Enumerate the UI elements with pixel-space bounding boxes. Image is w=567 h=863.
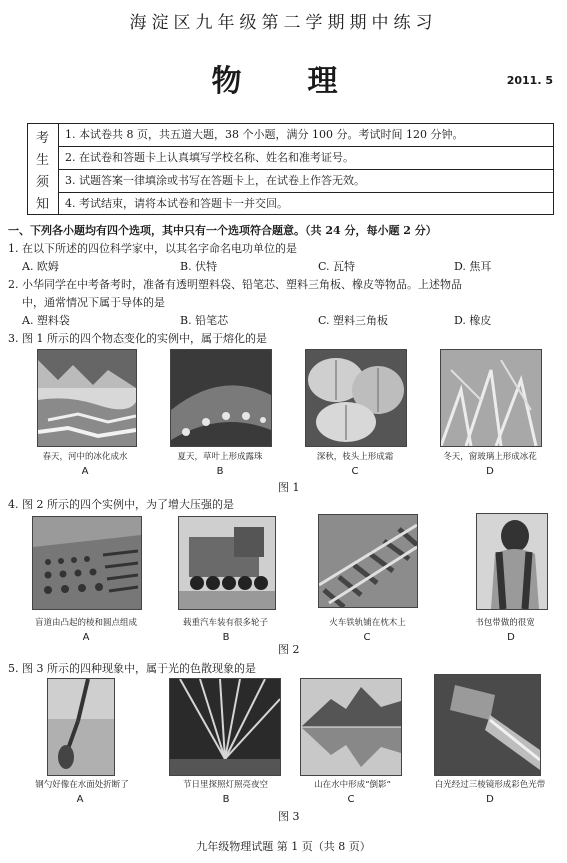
notice-side-label [28,124,59,214]
photo-dew-on-leaf [170,349,272,447]
photo-caption: 山在水中形成“倒影” [314,780,391,790]
question-1-stem: 1. 在以下所述的四位科学家中，以其名字命名电功单位的是 [8,242,297,255]
notice-item: 2. 在试卷和答题卡上认真填写学校名称、姓名和准考证号。 [59,147,553,170]
photo-mountain-reflection [300,678,402,776]
candidate-notice-box [27,123,554,215]
figure-label: 图 3 [278,810,300,823]
exam-date: 2011. 5 [506,74,553,87]
photo-caption: 白光经过三棱镜形成彩色光带 [434,780,546,790]
question-2-option-c: C. 塑料三角板 [318,314,389,327]
notice-side-char: 知 [36,197,50,212]
notice-side-char: 须 [36,175,50,190]
photo-caption: 春天，河中的冰化成水 [42,452,128,462]
notice-item: 4. 考试结束，请将本试卷和答题卡一并交回。 [65,197,288,210]
question-2-stem-cont: 中，通常情况下属于导体的是 [22,296,165,309]
option-letter: A [81,466,89,477]
notice-side-char: 考 [36,131,50,146]
photo-window-ice-flowers [440,349,542,447]
question-1-option-d: D. 焦耳 [454,260,492,273]
photo-spoon-in-water [47,678,115,776]
photo-prism-dispersion [434,674,541,776]
photo-river-ice-melting [37,349,137,447]
photo-caption: 夏天，草叶上形成露珠 [177,452,263,462]
photo-heavy-truck [178,516,276,610]
photo-tactile-paving [32,516,142,610]
section-1-title: 一、下列各小题均有四个选项，其中只有一个选项符合题意。（共 24 分，每小题 2 分） [8,224,437,237]
question-1-option-c: C. 瓦特 [318,260,356,273]
photo-caption: 冬天，窗玻璃上形成冰花 [443,452,537,462]
option-letter: B [216,466,224,477]
photo-railway-sleepers [318,514,418,608]
page-footer: 九年级物理试题 第 1 页（共 8 页） [196,840,371,853]
photo-caption: 深秋，枝头上形成霜 [316,452,394,462]
photo-frost-on-leaves [305,349,407,447]
option-letter: D [507,632,515,643]
question-2-option-d: D. 橡皮 [454,314,492,327]
option-letter: D [486,466,494,477]
question-2-option-a: A. 塑料袋 [22,314,70,327]
photo-caption: 火车铁轨铺在枕木上 [329,618,406,628]
question-5-stem: 5. 图 3 所示的四种现象中，属于光的色散现象的是 [8,662,256,675]
photo-caption: 书包带做的很宽 [475,618,535,628]
photo-caption: 盲道由凸起的棱和圆点组成 [34,618,137,628]
photo-caption: 钢勺好像在水面处折断了 [35,780,129,790]
option-letter: D [486,794,494,805]
option-letter: C [351,466,359,477]
option-letter: C [363,632,371,643]
question-2-option-b: B. 铅笔芯 [180,314,229,327]
question-1-option-b: B. 伏特 [180,260,218,273]
notice-item: 3. 试题答案一律填涂或书写在答题卡上，在试卷上作答无效。 [59,170,553,193]
option-letter: B [222,794,230,805]
question-2-stem: 2. 小华同学在中考备考时，准备有透明塑料袋、铅笔芯、塑料三角板、橡皮等物品。上述物品 [8,278,462,291]
exam-header-title: 海淀区九年级第二学期期中练习 [129,13,438,33]
question-4-stem: 4. 图 2 所示的四个实例中，为了增大压强的是 [8,498,234,511]
notice-item: 1. 本试卷共 8 页，共五道大题，38 个小题，满分 100 分。考试时间 120 分钟。 [59,124,553,147]
figure-label: 图 1 [278,481,300,494]
notice-side-char: 生 [36,153,50,168]
photo-caption: 节日里探照灯照亮夜空 [182,780,268,790]
option-letter: B [222,632,230,643]
exam-subject-title: 物 理 [211,64,356,99]
option-letter: A [82,632,90,643]
option-letter: A [76,794,84,805]
question-3-stem: 3. 图 1 所示的四个物态变化的实例中，属于熔化的是 [8,332,267,345]
question-1-option-a: A. 欧姆 [22,260,59,273]
option-letter: C [347,794,355,805]
photo-schoolbag-straps [476,513,548,610]
photo-caption: 载重汽车装有很多轮子 [182,618,268,628]
photo-searchlights-night-sky [169,678,281,776]
figure-label: 图 2 [278,643,300,656]
